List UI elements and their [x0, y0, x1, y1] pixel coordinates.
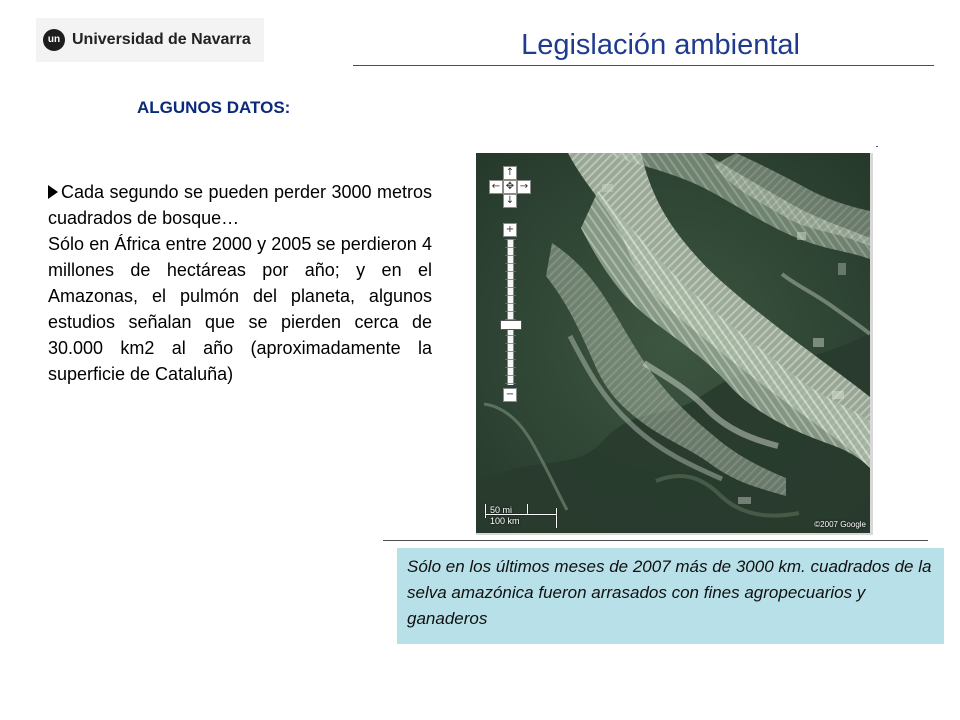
minus-icon[interactable]: − [503, 388, 517, 402]
section-heading: ALGUNOS DATOS: [137, 98, 291, 117]
zoom-slider-handle[interactable] [500, 320, 522, 330]
arrow-up-icon[interactable]: ↑ [503, 166, 517, 180]
university-logo [36, 18, 264, 62]
scale-miles-label: 50 mi [490, 505, 513, 515]
caption-box [397, 548, 944, 644]
logo-text: Universidad de Navarra [72, 31, 251, 48]
deforestation-paragraph: Sólo en África entre 2000 y 2005 se perdieron 4 millones de hectáreas por año; y en el Amazonas, el pulmón del planeta, algunos estudios señalan que se pierden cerca de 30.000 km2 al año (aproximadamente la superficie de Cataluña) [48, 234, 432, 384]
body-text [48, 179, 432, 387]
map-edge-marker [876, 146, 878, 147]
scale-tick-right [556, 508, 557, 528]
page-title: Legislación ambiental [521, 29, 800, 61]
bullet-paragraph [48, 179, 432, 231]
logo-badge: un [43, 29, 65, 51]
caption-text: Sólo en los últimos meses de 2007 más de 3000 km. cuadrados de la selva amazónica fueron arrasados con fines agropecuarios y ganaderos [407, 557, 932, 628]
arrow-down-icon[interactable]: ↓ [503, 194, 517, 208]
plus-icon[interactable]: + [503, 223, 517, 237]
arrow-bullet-icon [48, 185, 58, 199]
satellite-map[interactable] [476, 153, 873, 535]
bullet-text: Cada segundo se pueden perder 3000 metros cuadrados de bosque… [48, 182, 432, 228]
map-copyright: ©2007 Google [814, 520, 866, 529]
arrow-left-icon[interactable]: ← [489, 180, 503, 194]
map-scale-bar [482, 498, 560, 530]
scale-km-label: 100 km [490, 516, 520, 526]
satellite-map-image [476, 153, 870, 533]
zoom-slider-ticks [505, 239, 516, 385]
title-divider [353, 65, 934, 66]
scale-tick-middle [527, 504, 528, 514]
pan-center-icon[interactable]: ✥ [503, 180, 517, 194]
arrow-right-icon[interactable]: → [517, 180, 531, 194]
scale-tick-left [485, 504, 486, 518]
caption-divider [383, 540, 928, 541]
